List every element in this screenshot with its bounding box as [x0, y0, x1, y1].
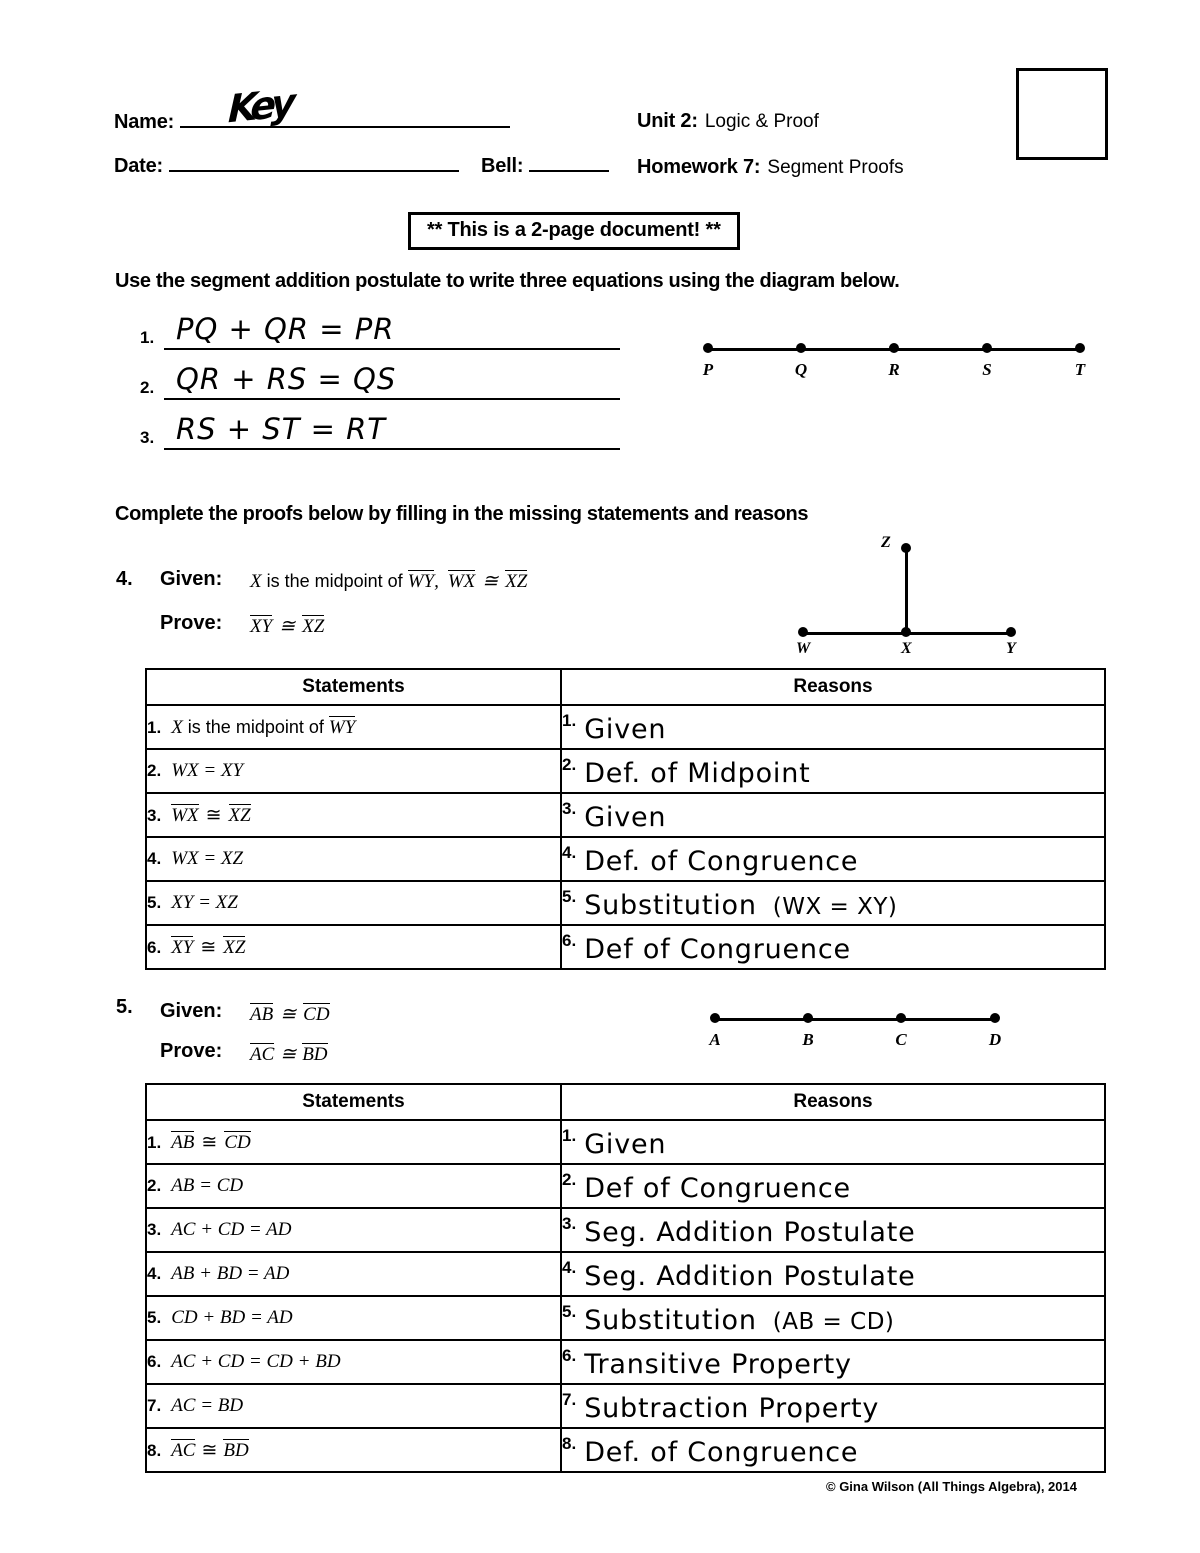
numberline-label-c: C [895, 1030, 907, 1049]
homework-title: Segment Proofs [767, 157, 904, 178]
statement-congruent-symbol: ≅ [201, 1131, 218, 1153]
problem-5-number: 5. [116, 996, 133, 1018]
table-row [146, 925, 1105, 969]
reason-cell[interactable] [561, 1208, 1105, 1252]
prove-congruent-symbol: ≅ [280, 1044, 297, 1065]
header-reasons: Reasons [561, 669, 1105, 705]
statement-cell [146, 837, 561, 881]
numberline-abcd-diagram [710, 1008, 1000, 1058]
statement-number: 2. [147, 1176, 162, 1195]
reason-cell[interactable] [561, 1252, 1105, 1296]
statement-number: 7. [147, 1396, 162, 1415]
table-row [146, 749, 1105, 793]
statement-segment-a: XY [171, 936, 194, 958]
given-segment-ab: AB [250, 1004, 274, 1025]
statement-equation: AB = CD [171, 1175, 244, 1196]
statement-cell [146, 881, 561, 925]
answer-number-1: 1. [140, 328, 155, 347]
homework-label: Homework 7: [637, 156, 761, 178]
reason-number: 5. [562, 1302, 577, 1321]
problem-5-given-value [250, 1003, 330, 1026]
prove-segment-xz: XZ [302, 616, 325, 637]
prove-segment-bd: BD [302, 1044, 328, 1065]
statement-number: 6. [147, 1352, 162, 1371]
statement-equation: AC + CD = CD + BD [171, 1351, 341, 1372]
problem-4-prove-value [250, 615, 324, 638]
reason-number: 6. [562, 1346, 577, 1365]
reason-number: 8. [562, 1434, 577, 1453]
problem-5-prove-value [250, 1043, 328, 1066]
date-label: Date: [114, 155, 164, 177]
table-row [146, 1252, 1105, 1296]
table-row [146, 793, 1105, 837]
numberline-label-b: B [802, 1030, 814, 1049]
diagram-point-w [798, 627, 808, 637]
statement-cell [146, 925, 561, 969]
statement-cell [146, 1384, 561, 1428]
table-row [146, 1340, 1105, 1384]
statement-congruent-symbol: ≅ [200, 936, 217, 958]
numberline-label-a: A [709, 1030, 721, 1049]
table-row [146, 1120, 1105, 1164]
diagram-wxyz [795, 534, 1025, 660]
numberline-point-t [1075, 343, 1085, 353]
table-row [146, 1428, 1105, 1472]
statement-cell [146, 1340, 561, 1384]
statement-segment-b: XZ [223, 936, 246, 958]
reason-cell[interactable] [561, 705, 1105, 749]
statement-segment-b: CD [224, 1131, 251, 1153]
diagram-point-x [901, 627, 911, 637]
reason-handwritten: Def of Congruence [584, 934, 851, 965]
answer-line-1[interactable] [140, 308, 620, 352]
numberline-label-d: D [988, 1030, 1002, 1049]
score-box[interactable] [1016, 68, 1108, 160]
statement-cell [146, 749, 561, 793]
statement-number: 5. [147, 893, 162, 912]
answer-rule-1 [164, 348, 620, 350]
reason-handwritten: Substitution [584, 890, 757, 921]
homework-info [637, 156, 904, 179]
table-row [146, 1296, 1105, 1340]
reason-handwritten-note: (AB = CD) [772, 1309, 895, 1335]
name-field-row [114, 108, 510, 134]
name-label: Name: [114, 111, 175, 133]
statement-cell [146, 1252, 561, 1296]
answer-number-3: 3. [140, 428, 155, 447]
answer-number-2: 2. [140, 378, 155, 397]
problem-4-number: 4. [116, 568, 133, 590]
reason-handwritten: Transitive Property [584, 1349, 852, 1380]
copyright-footer: © Gina Wilson (All Things Algebra), 2014 [826, 1479, 1077, 1494]
statement-cell [146, 1120, 561, 1164]
numberline-point-a [710, 1013, 720, 1023]
table-row [146, 1384, 1105, 1428]
statement-equation: AC + CD = AD [171, 1219, 292, 1240]
numberline-point-b [803, 1013, 813, 1023]
reason-handwritten: Seg. Addition Postulate [584, 1261, 916, 1292]
reason-number: 6. [562, 931, 577, 950]
table-row [146, 1208, 1105, 1252]
diagram-label-w: W [796, 640, 811, 657]
given-congruent-symbol: ≅ [482, 571, 499, 592]
given-comma: , [434, 571, 439, 592]
given-segment-wy: WY [407, 571, 435, 592]
reason-cell[interactable] [561, 1340, 1105, 1384]
reason-handwritten-note: (WX = XY) [772, 894, 898, 920]
reason-handwritten: Def of Congruence [584, 1173, 851, 1204]
reason-cell[interactable] [561, 925, 1105, 969]
statement-equation: XY = XZ [171, 892, 238, 913]
header-statements: Statements [146, 669, 561, 705]
diagram-point-y [1006, 627, 1016, 637]
statement-segment-a: AB [171, 1131, 195, 1153]
statement-var-x: X [171, 716, 183, 738]
reason-handwritten: Given [584, 714, 667, 745]
diagram-vertical-segment-xz [905, 548, 908, 634]
reason-cell[interactable] [561, 749, 1105, 793]
unit-label: Unit 2: [637, 110, 698, 132]
reason-number: 1. [562, 1126, 577, 1145]
reason-cell[interactable] [561, 1120, 1105, 1164]
reason-handwritten: Def. of Congruence [584, 846, 859, 877]
instruction-segment-addition: Use the segment addition postulate to write three equations using the diagram below. [115, 270, 900, 292]
statement-segment-wy: WY [328, 716, 356, 738]
statement-number: 5. [147, 1308, 162, 1327]
table-row [146, 881, 1105, 925]
answer-rule-2 [164, 398, 620, 400]
table-header-row [146, 1084, 1105, 1120]
prove-congruent-symbol: ≅ [279, 616, 296, 637]
statement-number: 4. [147, 1264, 162, 1283]
numberline-point-q [796, 343, 806, 353]
numberline-point-p [703, 343, 713, 353]
prove-segment-xy: XY [250, 616, 273, 637]
reason-handwritten: Substitution [584, 1305, 757, 1336]
table-row [146, 705, 1105, 749]
statement-number: 2. [147, 761, 162, 780]
statement-number: 1. [147, 717, 162, 737]
reason-number: 2. [562, 1170, 577, 1189]
given-var-x: X [250, 571, 262, 592]
statement-number: 4. [147, 849, 162, 868]
reason-number: 7. [562, 1390, 577, 1409]
statement-equation: AC = BD [171, 1395, 244, 1416]
numberline-pqrst-diagram [703, 338, 1085, 390]
numberline-label-q: Q [794, 360, 808, 379]
statement-number: 3. [147, 805, 162, 825]
problem-5-given-label: Given: [160, 1000, 223, 1022]
statement-cell [146, 1164, 561, 1208]
reason-handwritten: Subtraction Property [584, 1393, 880, 1424]
statement-number: 6. [147, 937, 162, 957]
instruction-complete-proofs: Complete the proofs below by filling in the missing statements and reasons [115, 503, 809, 525]
reason-cell[interactable] [561, 1164, 1105, 1208]
reason-handwritten: Def. of Midpoint [584, 758, 811, 789]
reason-number: 4. [562, 843, 577, 862]
diagram-label-z: Z [881, 534, 891, 551]
statement-equation: AB + BD = AD [171, 1263, 290, 1284]
answer-handwritten-1: PQ + QR = PR [176, 312, 395, 346]
reason-cell[interactable] [561, 881, 1105, 925]
answer-rule-3 [164, 448, 620, 450]
statement-number: 3. [147, 1220, 162, 1239]
reason-cell[interactable] [561, 793, 1105, 837]
reason-handwritten: Given [584, 802, 667, 833]
prove-segment-ac: AC [250, 1044, 275, 1065]
numberline-label-r: R [888, 360, 900, 379]
answer-handwritten-3: RS + ST = RT [176, 412, 387, 446]
diagram-label-x: X [901, 640, 912, 657]
unit-info [637, 110, 819, 133]
problem-4-given-label: Given: [160, 568, 223, 590]
statement-cell [146, 1428, 561, 1472]
statement-cell [146, 705, 561, 749]
reason-number: 1. [562, 711, 577, 730]
statement-segment-a: AC [171, 1439, 196, 1461]
statement-equation: WX = XZ [171, 848, 244, 869]
diagram-label-y: Y [1006, 640, 1016, 657]
problem-5-prove-label: Prove: [160, 1040, 223, 1062]
given-segment-wx: WX [447, 571, 476, 592]
reason-number: 3. [562, 1214, 577, 1233]
statement-segment-b: BD [223, 1439, 249, 1461]
numberline-axis [715, 1018, 995, 1021]
numberline-point-d [990, 1013, 1000, 1023]
header-reasons: Reasons [561, 1084, 1105, 1120]
bell-label: Bell: [481, 155, 524, 177]
answer-handwritten-2: QR + RS = QS [176, 362, 397, 396]
statement-number: 1. [147, 1132, 162, 1152]
statement-equation: CD + BD = AD [171, 1307, 293, 1328]
given-congruent-symbol: ≅ [280, 1004, 297, 1025]
date-input-line[interactable] [169, 152, 459, 172]
answer-line-2[interactable] [140, 358, 620, 402]
problem-4-prove-label: Prove: [160, 612, 223, 634]
given-midpoint-text: is the midpoint of [266, 571, 403, 591]
reason-handwritten: Def. of Congruence [584, 1437, 859, 1468]
reason-handwritten: Seg. Addition Postulate [584, 1217, 916, 1248]
numberline-point-c [896, 1013, 906, 1023]
given-segment-xz: XZ [505, 571, 528, 592]
numberline-point-r [889, 343, 899, 353]
reason-cell[interactable] [561, 1296, 1105, 1340]
numberline-label-p: P [702, 360, 714, 379]
name-handwritten-value: Key [227, 80, 292, 132]
statement-segment-b: XZ [228, 804, 251, 826]
proof-table-problem-5 [145, 1083, 1106, 1473]
bell-input-line[interactable] [529, 152, 609, 172]
two-page-notice-banner: ** This is a 2-page document! ** [408, 212, 740, 250]
reason-number: 3. [562, 799, 577, 818]
table-row [146, 837, 1105, 881]
numberline-label-s: S [982, 360, 992, 379]
answer-line-3[interactable] [140, 408, 620, 452]
problem-4-given-value [250, 570, 527, 593]
numberline-point-s [982, 343, 992, 353]
statement-text: is the midpoint of [187, 716, 324, 737]
table-row [146, 1164, 1105, 1208]
reason-cell[interactable] [561, 1428, 1105, 1472]
header-statements: Statements [146, 1084, 561, 1120]
reason-handwritten: Given [584, 1129, 667, 1160]
statement-cell [146, 793, 561, 837]
table-header-row [146, 669, 1105, 705]
proof-table-problem-4 [145, 668, 1106, 970]
statement-equation: WX = XY [171, 760, 244, 781]
numberline-label-t: T [1074, 360, 1086, 379]
reason-number: 2. [562, 755, 577, 774]
statement-cell [146, 1296, 561, 1340]
reason-cell[interactable] [561, 1384, 1105, 1428]
reason-cell[interactable] [561, 837, 1105, 881]
given-segment-cd: CD [303, 1004, 330, 1025]
statement-segment-a: WX [171, 804, 199, 826]
date-field-row [114, 152, 609, 178]
statement-number: 8. [147, 1440, 162, 1460]
reason-number: 4. [562, 1258, 577, 1277]
diagram-point-z [901, 543, 911, 553]
statement-cell [146, 1208, 561, 1252]
reason-number: 5. [562, 887, 577, 906]
statement-congruent-symbol: ≅ [205, 804, 222, 826]
unit-title: Logic & Proof [704, 111, 819, 132]
statement-congruent-symbol: ≅ [201, 1439, 218, 1461]
